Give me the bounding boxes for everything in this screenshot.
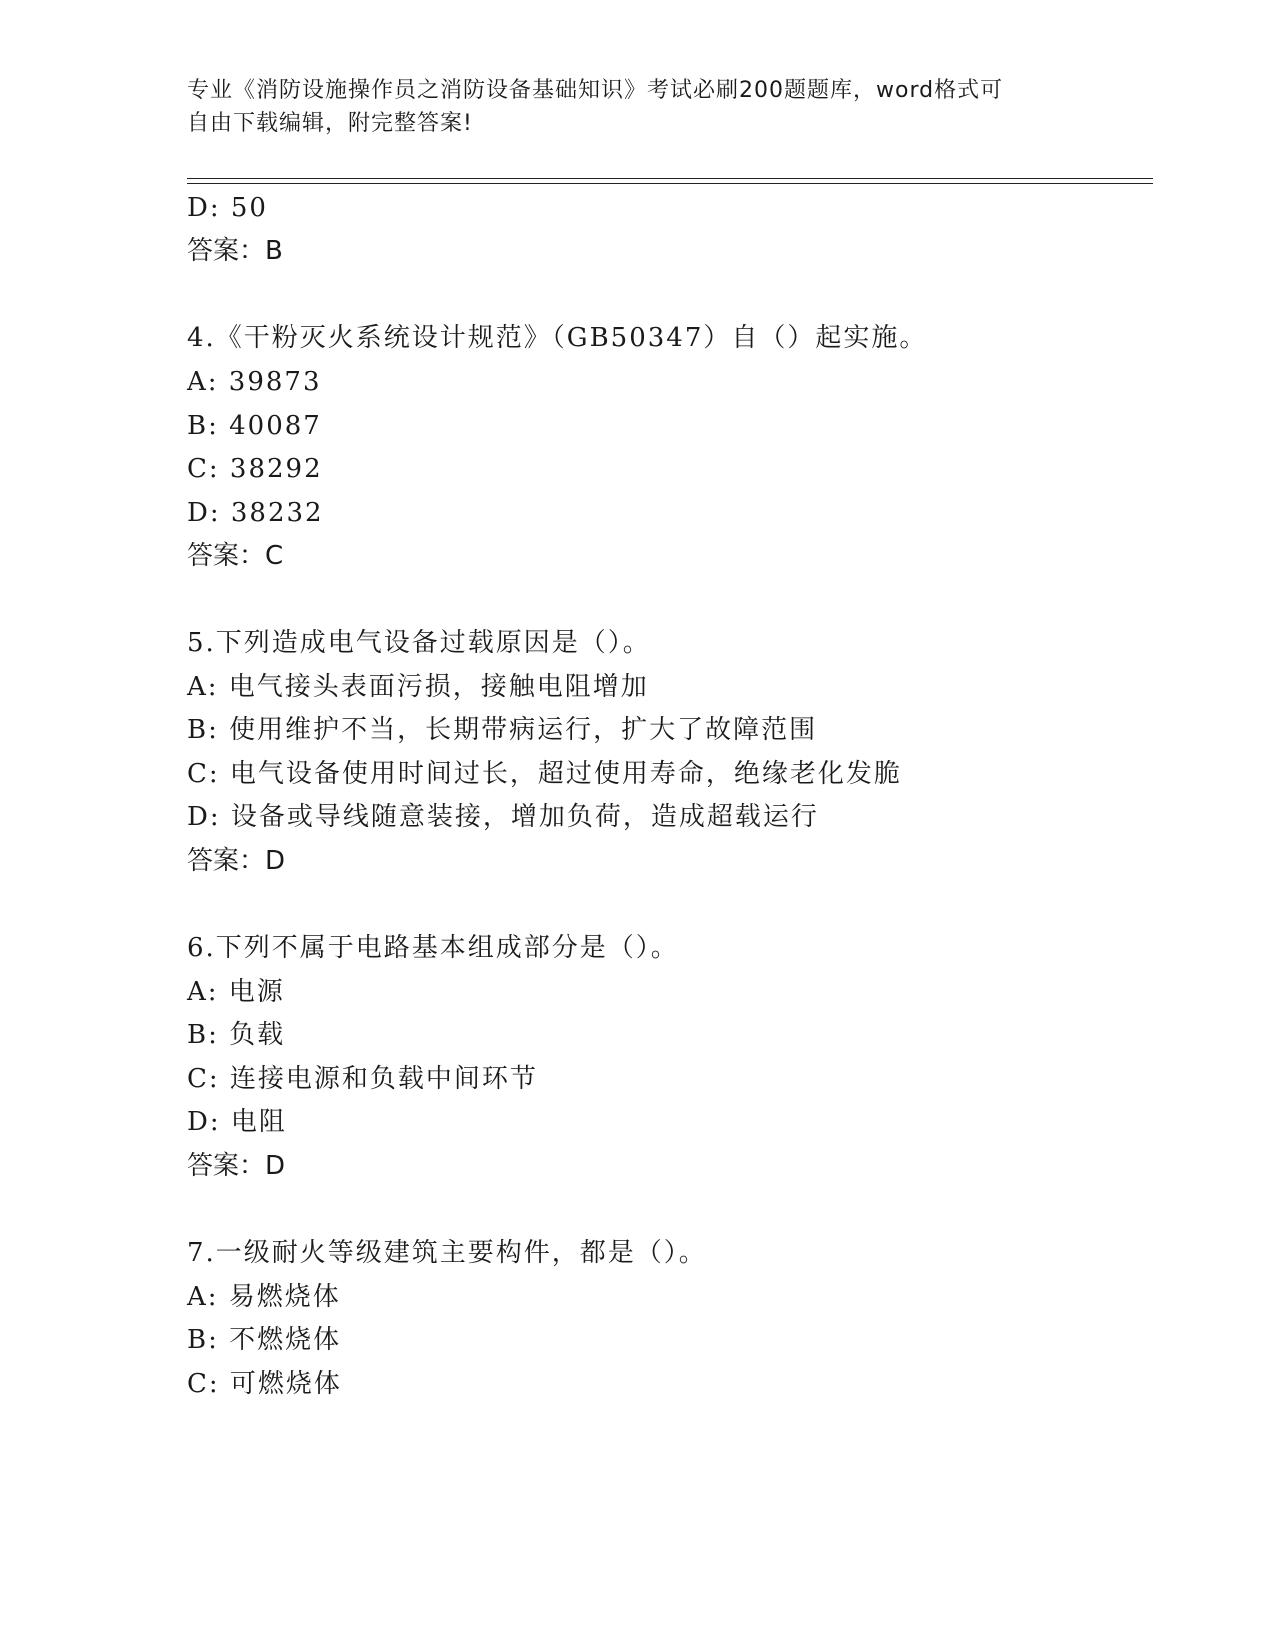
header-line-1: 专业《消防设施操作员之消防设备基础知识》考试必刷200题题库，word格式可 xyxy=(187,78,1004,103)
header-line-2: 自由下载编辑，附完整答案! xyxy=(187,111,473,136)
option-line: C: 连接电源和负载中间环节 xyxy=(187,1064,538,1094)
option-line: A: 电气接头表面污损，接触电阻增加 xyxy=(187,672,649,702)
option-line: A: 39873 xyxy=(187,367,322,397)
option-line: D: 设备或导线随意装接，增加负荷，造成超载运行 xyxy=(187,802,819,832)
header-divider-top xyxy=(187,178,1153,179)
option-line: C: 电气设备使用时间过长，超过使用寿命，绝缘老化发脆 xyxy=(187,759,902,789)
option-line: B: 负载 xyxy=(187,1020,286,1050)
option-line: A: 易燃烧体 xyxy=(187,1282,341,1312)
option-line: C: 可燃烧体 xyxy=(187,1369,342,1399)
answer-line: 答案：C xyxy=(187,541,284,571)
document-header xyxy=(187,74,1087,140)
question-line: 4.《干粉灭火系统设计规范》（GB50347）自（）起实施。 xyxy=(187,323,928,353)
option-line: A: 电源 xyxy=(187,977,285,1007)
header-divider-bottom xyxy=(187,183,1153,184)
question-line: 6.下列不属于电路基本组成部分是（）。 xyxy=(187,933,679,963)
question-line: 7.一级耐火等级建筑主要构件，都是（）。 xyxy=(187,1238,707,1268)
answer-line: 答案：B xyxy=(187,236,283,266)
question-line: 5.下列造成电气设备过载原因是（）。 xyxy=(187,628,651,658)
option-line: B: 40087 xyxy=(187,411,322,441)
option-line: B: 使用维护不当，长期带病运行，扩大了故障范围 xyxy=(187,715,818,745)
option-line: C: 38292 xyxy=(187,454,323,484)
option-line: B: 不燃烧体 xyxy=(187,1325,342,1355)
option-line: D: 50 xyxy=(187,193,268,223)
answer-line: 答案：D xyxy=(187,1151,286,1181)
option-line: D: 电阻 xyxy=(187,1107,287,1137)
answer-line: 答案：D xyxy=(187,846,286,876)
option-line: D: 38232 xyxy=(187,498,324,528)
